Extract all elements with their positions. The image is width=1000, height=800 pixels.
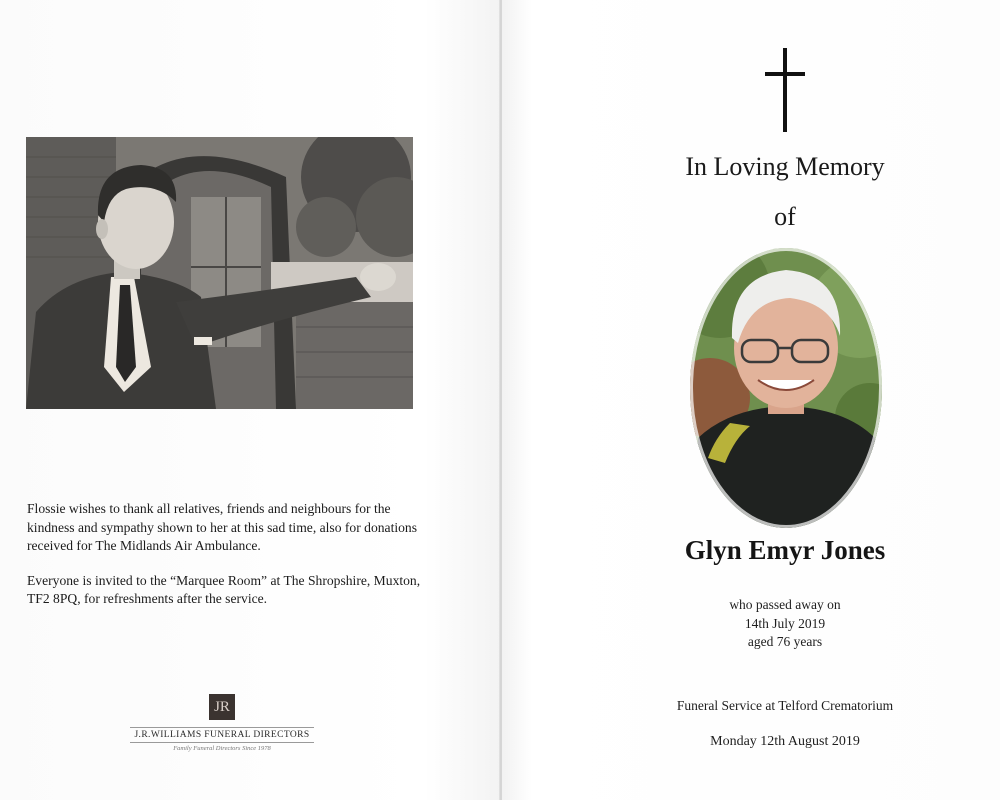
of-text: of — [774, 202, 796, 231]
jr-monogram-icon: JR — [209, 694, 235, 720]
passed-date: 14th July 2019 — [744, 615, 826, 631]
age-line: aged 76 years — [747, 634, 823, 649]
vintage-photo — [26, 137, 413, 409]
portrait-photo — [690, 248, 882, 528]
funeral-director-tagline: Family Funeral Directors Since 1978 — [173, 745, 271, 752]
refreshments-paragraph: Everyone is invited to the “Marquee Room” at The Shropshire, Muxton, TF2 8PQ, for refreshments after the service. — [27, 572, 421, 606]
funeral-service-date: Monday 12th August 2019 — [710, 734, 860, 749]
cross-icon — [765, 48, 805, 132]
deceased-name: Glyn Emyr Jones — [684, 535, 886, 565]
thanks-paragraph: Flossie wishes to thank all relatives, friends and neighbours for the kindness and sympathy shown to her at this sad time, also for donations received for The Midlands Air Ambulance. — [27, 501, 418, 553]
thank-you-text — [27, 500, 427, 625]
passed-line: who passed away on — [729, 597, 841, 612]
funeral-service-location: Funeral Service at Telford Crematorium — [676, 698, 894, 713]
funeral-director-logo — [122, 694, 322, 752]
in-loving-memory-heading: In Loving Memory — [685, 152, 885, 181]
funeral-director-name: J.R.WILLIAMS FUNERAL DIRECTORS — [130, 727, 313, 743]
passed-away-details — [585, 596, 985, 652]
